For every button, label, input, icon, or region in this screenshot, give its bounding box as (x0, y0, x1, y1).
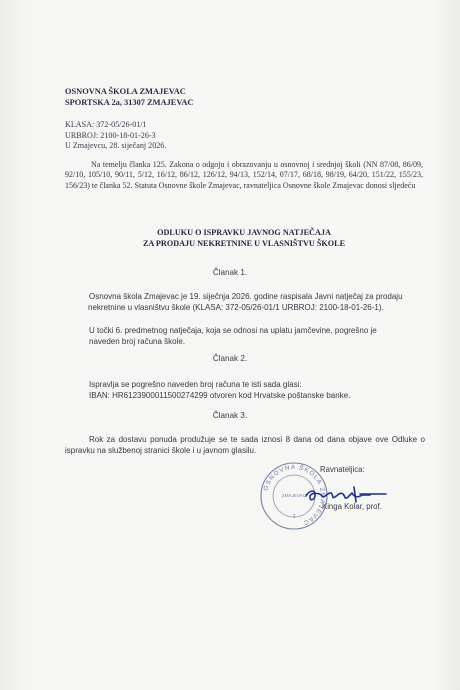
reference-block (65, 120, 166, 152)
place-date-line: U Zmajevcu, 28. siječanj 2026. (65, 141, 167, 150)
signature-role: Ravnateljica: (320, 465, 365, 474)
decision-title (65, 227, 423, 249)
article-1-para2-rest: naveden broj računa škole. (89, 337, 186, 347)
school-address: SPORTSKA 2a, 31307 ZMAJEVAC (65, 98, 194, 107)
school-name: OSNOVNA ŠKOLA ZMAJEVAC (65, 87, 186, 96)
article-1-heading: Članak 1. (212, 268, 248, 277)
signatory-name: Kinga Kolar, prof. (322, 502, 382, 511)
decision-title-line2: ZA PRODAJU NEKRETNINE U VLASNIŠTVU ŠKOLE (142, 239, 346, 248)
article-2-heading: Članak 2. (212, 354, 248, 363)
article-1-para1-rest: nekretnine u vlasništvu škole (KLASA: 372-05/26-01/1 URBROJ: 2100-18-01-26-1). (88, 303, 384, 313)
article-1-paragraph-1 (89, 291, 423, 313)
iban-line: IBAN: HR6123900011500274299 otvoren kod Hrvatske poštanske banke. (89, 391, 351, 401)
article-1-para2-first-line: U točki 6. predmetnog natječaja, koja se odnosi na uplatu jamčevine, pogrešno je (89, 326, 377, 335)
article-1-paragraph-2 (89, 325, 423, 347)
article-2-paragraph (89, 379, 423, 401)
stamp-center-text: ZMAJEVAC (281, 493, 307, 498)
school-header (65, 86, 193, 108)
article-1-para1-first-line: Osnovna škola Zmajevac je 19. siječnja 2026. godine raspisala Javni natječaj za prodaju (89, 292, 403, 301)
article-2-line1: Ispravlja se pogrešno naveden broj računa te isti sada glasi: (89, 380, 302, 389)
decision-title-line1: ODLUKU O ISPRAVKU JAVNOG NATJEČAJA (157, 228, 331, 237)
article-3-heading: Članak 3. (212, 411, 248, 420)
klasa-line: KLASA: 372-05/26-01/1 (65, 120, 147, 129)
urbroj-line: URBROJ: 2100-18-01-26-3 (65, 130, 156, 140)
stamp-number: 2 (292, 514, 296, 520)
intro-paragraph: Na temelju članka 125. Zakona o odgoju i obrazovanju u osnovnoj i srednjoj školi (NN 87/08, 86/09, 92/10, 105/10, 90/11, 5/12, 16/12, 86/12, 126/12, 94/13, 152/14, 07/17, 68/18, 98/19, 64/20, 151/22, 155/23, 156/23) te članka 52. Statuta Osnovne škole Zmajevac, ravnateljica Osnovne škole Zmajevac donosi sljedeću (65, 160, 423, 190)
article-3-paragraph: Rok za dostavu ponuda produžuje se te sada iznosi 8 dana od dana objave ove Odluke o ispravku na službenoj stranici škole i u javnom glasilu. (65, 435, 425, 456)
stamp-ring-text: OSNOVNA ŠKOLA ZMAJEVAC (262, 463, 327, 527)
